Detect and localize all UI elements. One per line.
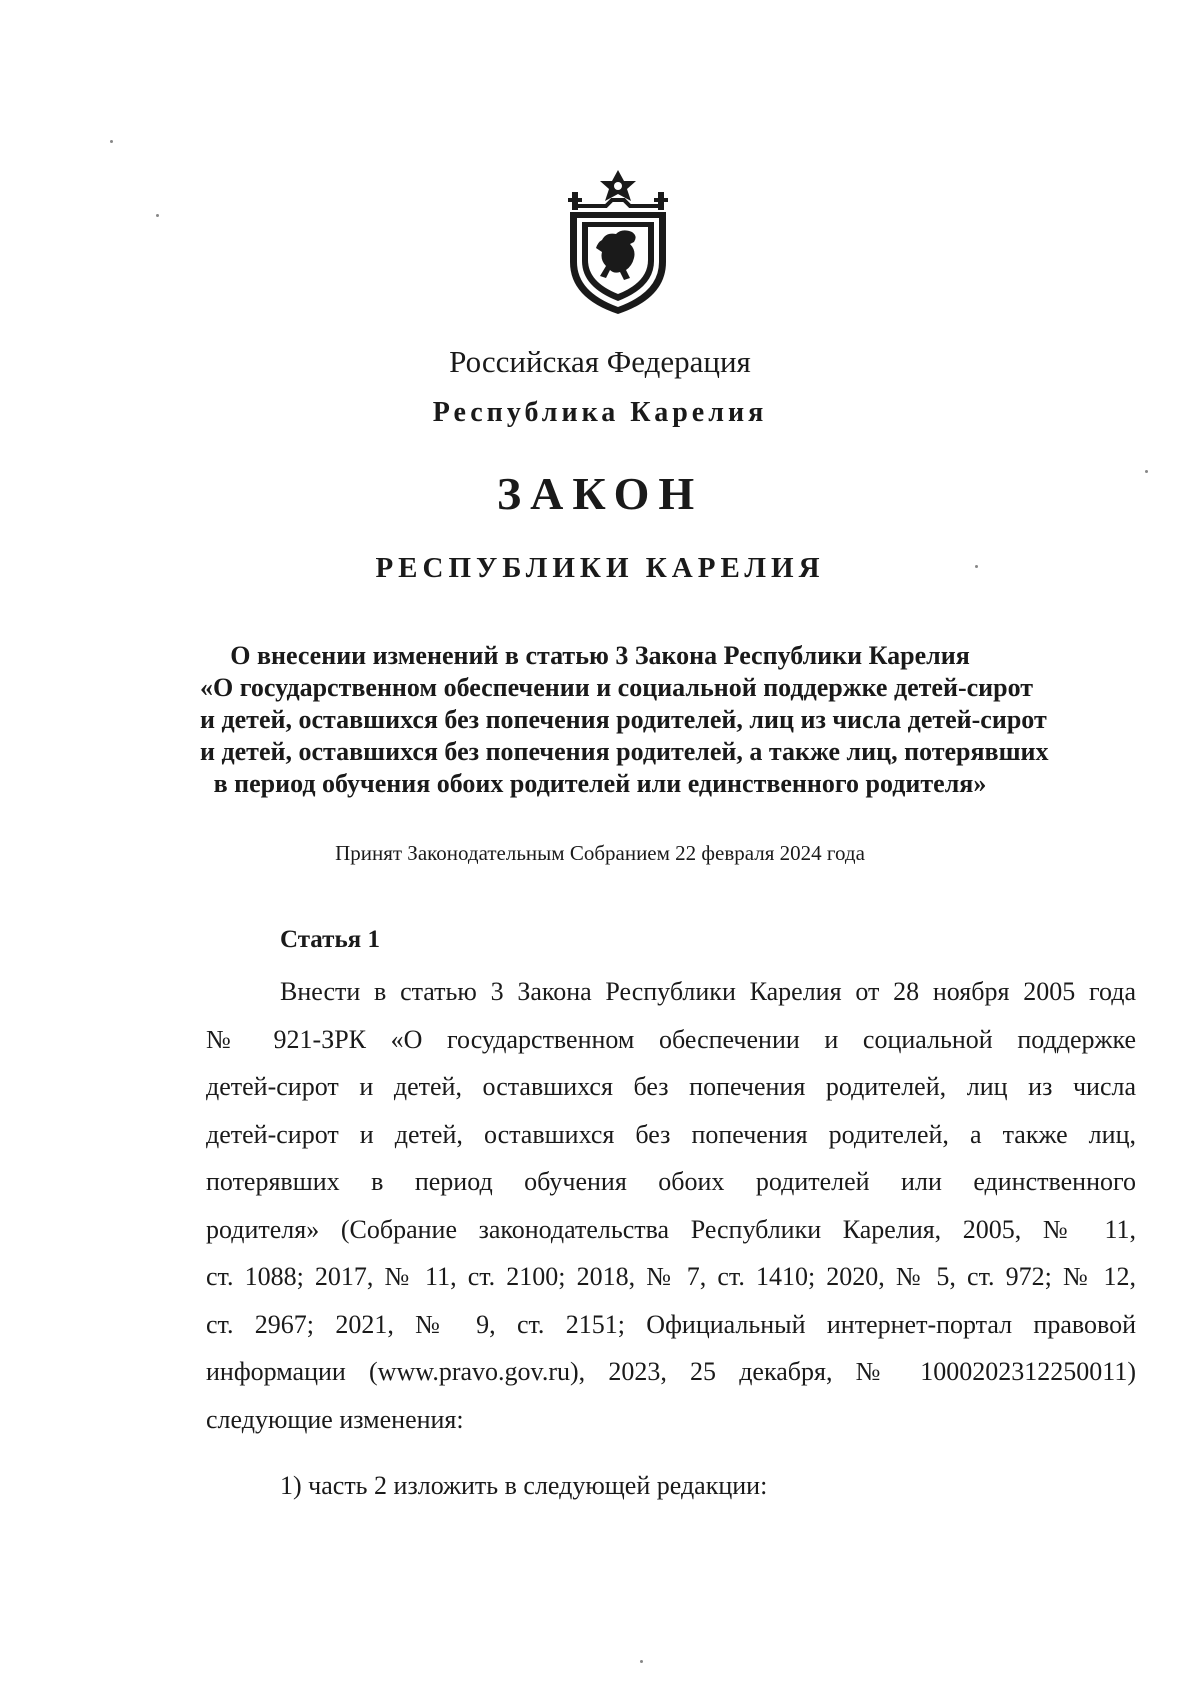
- article-body: [206, 968, 1136, 1443]
- article-line: ст. 2967; 2021, № 9, ст. 2151; Официальный интернет-портал правовой: [206, 1309, 1136, 1339]
- article-line: родителя» (Собрание законодательства Республики Карелия, 2005, № 11,: [206, 1214, 1136, 1244]
- scan-speck: [110, 140, 113, 143]
- article-item-1: 1) часть 2 изложить в следующей редакции:: [280, 1471, 768, 1500]
- scan-speck: [640, 1660, 643, 1663]
- law-title-line: О внесении изменений в статью 3 Закона Республики Карелия: [230, 641, 970, 670]
- scan-speck: [975, 565, 978, 568]
- law-title-line: и детей, оставшихся без попечения родителей, а также лиц, потерявших: [200, 737, 1049, 766]
- scan-speck: [1145, 470, 1148, 473]
- law-title-line: в период обучения обоих родителей или единственного родителя»: [213, 769, 987, 798]
- article-heading: Статья 1: [280, 926, 380, 953]
- article-line: детей-сирот и детей, оставшихся без попечения родителей, лиц из числа: [206, 1072, 1136, 1101]
- coat-of-arms-icon: [566, 170, 670, 316]
- law-title-line: «О государственном обеспечении и социальной поддержке детей-сирот: [200, 673, 1034, 702]
- article-line: информации (www.pravo.gov.ru), 2023, 25 декабря, № 1000202312250011): [206, 1357, 1136, 1386]
- article-line: Внести в статью 3 Закона Республики Карелия от 28 ноября 2005 года: [280, 977, 1136, 1006]
- law-title: [200, 640, 1049, 800]
- article-line: № 921-ЗРК «О государственном обеспечении и социальной поддержке: [206, 1024, 1136, 1054]
- article-line: следующие изменения:: [206, 1404, 464, 1434]
- scan-speck: [156, 214, 159, 217]
- republic-name: Республика Карелия: [432, 397, 768, 428]
- document-issuer: РЕСПУБЛИКИ КАРЕЛИЯ: [375, 552, 825, 584]
- country-name: Российская Федерация: [449, 344, 751, 379]
- law-title-line: и детей, оставшихся без попечения родителей, лиц из числа детей-сирот: [200, 705, 1047, 734]
- article-line: ст. 1088; 2017, № 11, ст. 2100; 2018, № 7, ст. 1410; 2020, № 5, ст. 972; № 12,: [206, 1262, 1136, 1291]
- article-line: потерявших в период обучения обоих родителей или единственного: [206, 1167, 1136, 1196]
- adoption-note: Принят Законодательным Собранием 22 февраля 2024 года: [335, 841, 865, 865]
- document-type: ЗАКОН: [496, 468, 704, 519]
- article-line: детей-сирот и детей, оставшихся без попечения родителей, а также лиц,: [206, 1119, 1136, 1149]
